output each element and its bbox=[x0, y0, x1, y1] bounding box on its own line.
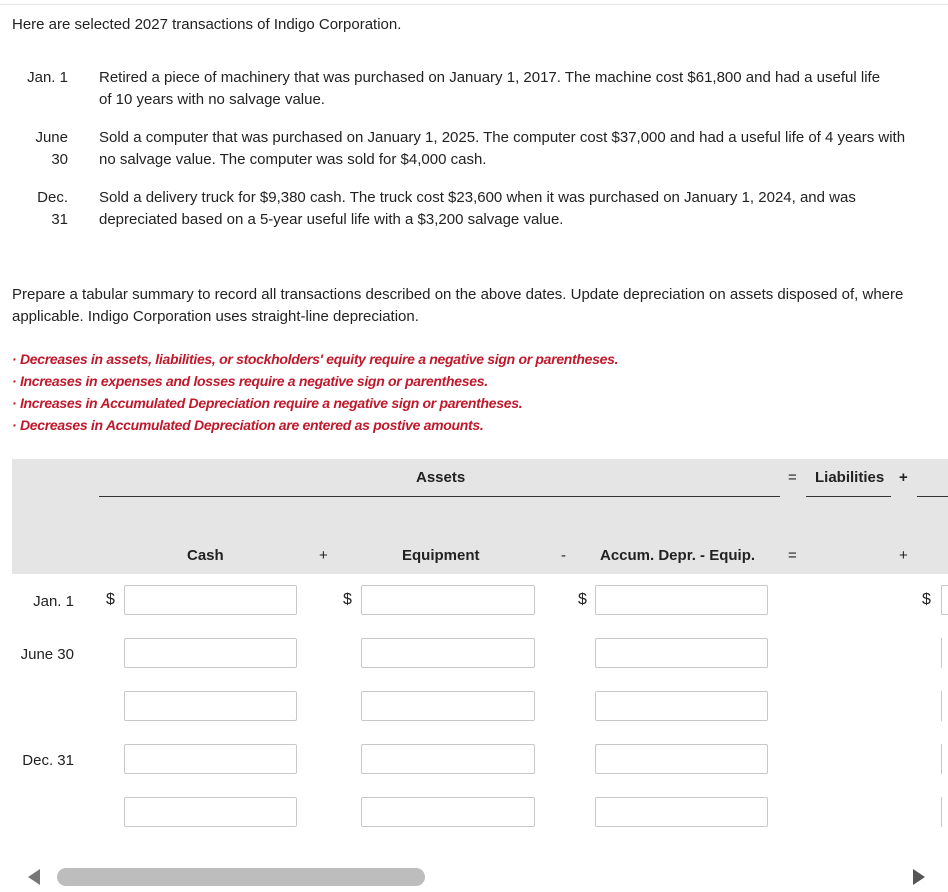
accum-depr-input-dec31-2[interactable] bbox=[595, 797, 768, 827]
currency-sign: $ bbox=[578, 591, 587, 608]
cash-input-dec31-2[interactable] bbox=[124, 797, 297, 827]
currency-sign: $ bbox=[343, 591, 352, 608]
transaction-line: Sold a delivery truck for $9,380 cash. The truck cost $23,600 when it was purchased on January 1, 2024, and was bbox=[99, 189, 856, 206]
transaction-line: Sold a computer that was purchased on January 1, 2025. The computer cost $37,000 and had a useful life of 4 years with bbox=[99, 129, 906, 146]
sign-notes bbox=[12, 348, 618, 436]
transaction-date-june30 bbox=[22, 127, 68, 171]
transaction-description-dec31 bbox=[99, 187, 939, 231]
intro-text: Here are selected 2027 transactions of Indigo Corporation. bbox=[12, 16, 402, 33]
transaction-line: depreciated based on a 5-year useful life with a $3,200 salvage value. bbox=[99, 211, 564, 228]
scroll-left-arrow-icon[interactable] bbox=[28, 869, 40, 885]
assets-heading: Assets bbox=[416, 469, 466, 486]
date-day: 30 bbox=[51, 151, 68, 168]
scrollbar-thumb[interactable] bbox=[57, 868, 425, 886]
cash-column-heading: Cash bbox=[187, 547, 224, 564]
equipment-input-june30-1[interactable] bbox=[361, 638, 535, 668]
assets-underline bbox=[99, 496, 780, 497]
table-header bbox=[12, 459, 948, 574]
accum-depr-input-dec31-1[interactable] bbox=[595, 744, 768, 774]
transaction-date-dec31 bbox=[22, 187, 68, 231]
currency-sign: $ bbox=[922, 591, 931, 608]
instructions-text bbox=[12, 284, 942, 328]
minus-sign: - bbox=[561, 547, 566, 564]
accum-depr-input-june30-1[interactable] bbox=[595, 638, 768, 668]
equals-sign: = bbox=[788, 547, 797, 564]
instructions-line: applicable. Indigo Corporation uses straight-line depreciation. bbox=[12, 308, 419, 325]
sign-note: · Decreases in Accumulated Depreciation are entered as postive amounts. bbox=[12, 417, 484, 433]
transaction-line: Retired a piece of machinery that was purchased on January 1, 2017. The machine cost $61,800 and had a useful life bbox=[99, 69, 881, 86]
accum-depr-column-heading: Accum. Depr. - Equip. bbox=[600, 547, 756, 564]
equals-sign-top: = bbox=[788, 469, 797, 486]
transaction-description-jan1 bbox=[99, 67, 939, 111]
sign-note: · Decreases in assets, liabilities, or stockholders' equity require a negative sign or parentheses. bbox=[12, 351, 619, 367]
equipment-input-dec31-2[interactable] bbox=[361, 797, 535, 827]
transaction-date-jan1: Jan. 1 bbox=[27, 69, 68, 86]
date-day: 31 bbox=[51, 211, 68, 228]
cash-input-june30-1[interactable] bbox=[124, 638, 297, 668]
equipment-input-dec31-1[interactable] bbox=[361, 744, 535, 774]
row-label-dec31: Dec. 31 bbox=[22, 752, 74, 769]
currency-sign: $ bbox=[106, 591, 115, 608]
sign-note: · Increases in expenses and losses require a negative sign or parentheses. bbox=[12, 373, 488, 389]
row-label-june30: June 30 bbox=[20, 646, 74, 663]
accum-depr-input-jan1[interactable] bbox=[595, 585, 768, 615]
plus-sign: + bbox=[319, 547, 328, 564]
transaction-line: of 10 years with no salvage value. bbox=[99, 91, 325, 108]
instructions-line: Prepare a tabular summary to record all transactions described on the above dates. Update depreciation on assets disposed of, where bbox=[12, 286, 904, 303]
equipment-input-jan1[interactable] bbox=[361, 585, 535, 615]
liabilities-input-jan1-partial[interactable] bbox=[941, 585, 948, 615]
cash-input-dec31-1[interactable] bbox=[124, 744, 297, 774]
liabilities-underline bbox=[806, 496, 891, 497]
date-month: June bbox=[35, 129, 68, 146]
liabilities-input-dec31-partial[interactable] bbox=[941, 797, 948, 827]
cash-input-june30-2[interactable] bbox=[124, 691, 297, 721]
liabilities-input-june30-partial[interactable] bbox=[941, 638, 948, 668]
liabilities-heading: Liabilities bbox=[815, 469, 885, 486]
cash-input-jan1[interactable] bbox=[124, 585, 297, 615]
plus-sign: + bbox=[899, 547, 908, 564]
equipment-column-heading: Equipment bbox=[402, 547, 480, 564]
top-divider bbox=[0, 4, 948, 5]
accum-depr-input-june30-2[interactable] bbox=[595, 691, 768, 721]
date-month: Dec. bbox=[37, 189, 68, 206]
liabilities-input-dec31-partial[interactable] bbox=[941, 744, 948, 774]
equity-underline bbox=[917, 496, 948, 497]
equipment-input-june30-2[interactable] bbox=[361, 691, 535, 721]
plus-sign-top: + bbox=[899, 469, 908, 486]
scroll-right-arrow-icon[interactable] bbox=[913, 869, 925, 885]
sign-note: · Increases in Accumulated Depreciation require a negative sign or parentheses. bbox=[12, 395, 523, 411]
transaction-description-june30 bbox=[99, 127, 939, 171]
row-label-jan1: Jan. 1 bbox=[33, 593, 74, 610]
liabilities-input-june30-partial[interactable] bbox=[941, 691, 948, 721]
transaction-line: no salvage value. The computer was sold for $4,000 cash. bbox=[99, 151, 487, 168]
